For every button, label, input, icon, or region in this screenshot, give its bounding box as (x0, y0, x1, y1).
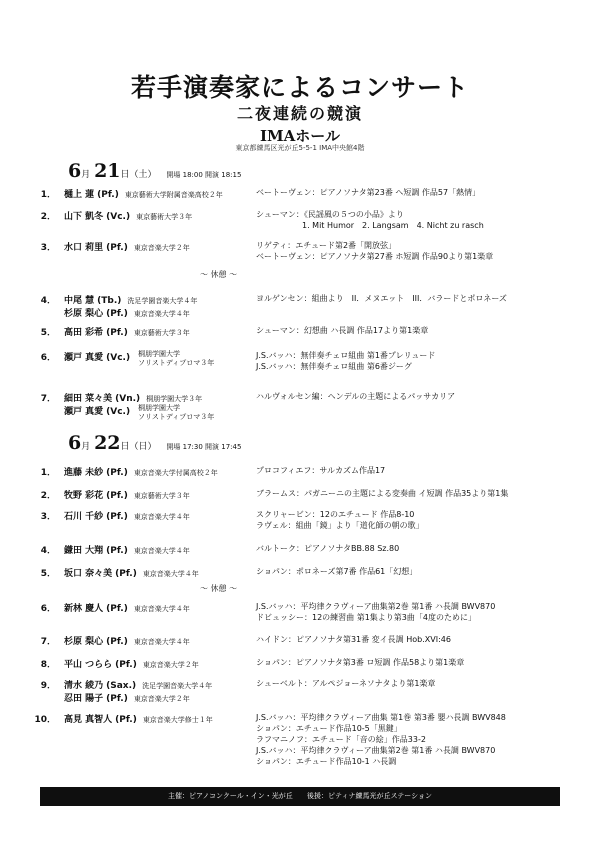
concert-subtitle: 二夜連続の競演 (236, 104, 363, 123)
organizer-text: 主催：ピアノコンクール・イン・光が丘 (167, 792, 293, 800)
intermission-day1: 〜 休憩 〜 (200, 270, 238, 279)
hall-address: 東京都練馬区光が丘5-5-1 IMA中央館4階 (235, 144, 365, 152)
day2-date: 6月 22日（日） 開場 17:30 開演 17:45 (68, 432, 242, 454)
support-text: 後援：ピティナ練馬光が丘ステーション (307, 792, 433, 800)
concert-title: 若手演奏家によるコンサート (130, 73, 469, 102)
footer-bar (40, 787, 560, 806)
day2-time: 開場 17:30 開演 17:45 (166, 443, 242, 451)
intermission-day2: 〜 休憩 〜 (200, 584, 238, 593)
day1-time: 開場 18:00 開演 18:15 (166, 171, 242, 179)
day1-date: 6月 21日（土） 開場 18:00 開演 18:15 (68, 160, 242, 182)
hall-name: IMAホール (260, 127, 340, 145)
